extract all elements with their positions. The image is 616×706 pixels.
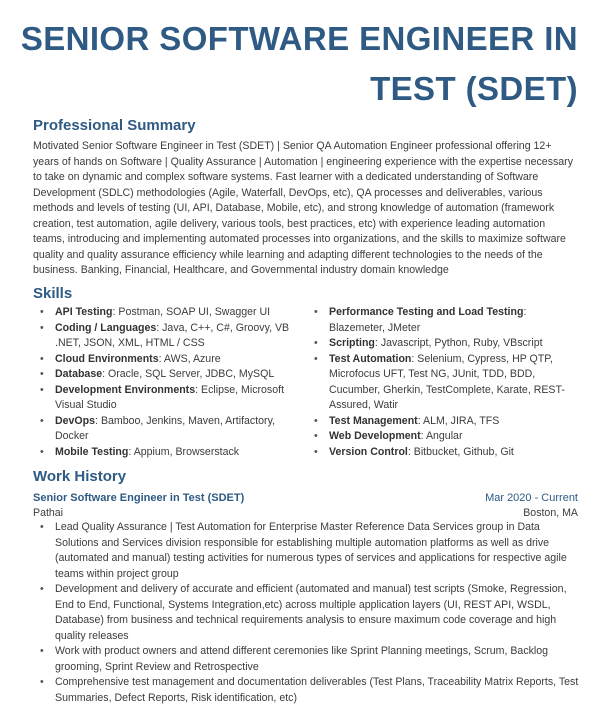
skill-name: Mobile Testing: [55, 445, 129, 458]
skill-value: Bamboo, Jenkins, Maven, Artifactory, Docker: [55, 414, 276, 442]
skills-heading: Skills: [33, 285, 73, 302]
skill-item: [33, 414, 303, 445]
company-name: Pathai: [33, 507, 64, 519]
skill-separator: :: [407, 445, 414, 458]
skill-name: Cloud Environments: [55, 352, 159, 365]
skills-list-right: [307, 305, 582, 460]
skill-value: Selenium, Cypress, HP QTP, Microfocus UFT, Test NG, JUnit, TDD, BDD, Cucumber, Gherkin, TestComplete, Karate, REST-Assured, Watir: [329, 352, 565, 411]
skill-value: Postman, SOAP UI, Swagger UI: [118, 306, 271, 318]
skill-item: [33, 367, 303, 383]
skill-item: [307, 352, 582, 414]
skill-item: [33, 305, 303, 321]
skill-value: ALM, JIRA, TFS: [423, 414, 500, 427]
skill-item: [307, 445, 582, 461]
work-history-heading: Work History: [33, 468, 127, 485]
skill-item: [33, 352, 303, 368]
duty-item: • Comprehensive test management and documentation deliverables (Test Plans, Traceability Matrix Reports, Test Summaries, Defect Reports, Risk identification, etc): [33, 675, 579, 706]
job-dates: Mar 2020 - Current: [485, 492, 578, 504]
job-title: Senior Software Engineer in Test (SDET): [33, 492, 245, 504]
skill-item: [307, 336, 582, 352]
skill-value: Java, C++, C#, Groovy, VB .NET, JSON, XML, HTML / CSS: [55, 321, 290, 349]
duty-item: • Work with product owners and attend different ceremonies like Sprint Planning meetings, Scrum, Backlog grooming, Sprint Review and Retrospective: [33, 644, 579, 675]
duty-item: • Development and delivery of accurate and efficient (automated and manual) test scripts (Smoke, Regression, End to End, Functional, Systems Integration,etc) across multiple application layers (UI, REST API, WSDL, Database) from business and technical requirements analysis to ensure maximum code coverage and high quality releases: [33, 582, 579, 644]
skill-value: Eclipse, Microsoft Visual Studio: [55, 383, 285, 411]
skill-item: [307, 414, 582, 430]
skill-name: DevOps: [55, 414, 96, 427]
skill-separator: :: [112, 306, 119, 318]
skill-separator: :: [128, 445, 134, 458]
professional-summary-heading: Professional Summary: [33, 117, 196, 134]
job-location: Boston, MA: [523, 507, 578, 519]
skill-value: Angular: [425, 430, 463, 442]
skill-name: Test Automation: [329, 352, 412, 365]
skill-value: Appium, Browserstack: [133, 445, 240, 458]
skill-separator: :: [158, 352, 164, 365]
skill-name: Scripting: [329, 337, 375, 349]
skill-separator: :: [523, 306, 527, 318]
skill-name: Coding / Languages: [55, 321, 157, 334]
skill-item: [33, 445, 303, 461]
skill-item: [33, 321, 303, 352]
skill-value: Oracle, SQL Server, JDBC, MySQL: [108, 368, 275, 380]
skill-name: Test Management: [329, 414, 418, 427]
skill-item: [307, 305, 582, 336]
skill-separator: :: [374, 337, 381, 349]
skill-name: Database: [55, 368, 103, 380]
skill-name: Web Development: [329, 430, 421, 442]
skill-item: [33, 383, 303, 414]
skill-separator: :: [195, 383, 201, 396]
skill-name: Performance Testing and Load Testing: [329, 306, 524, 318]
skill-name: API Testing: [55, 306, 113, 318]
duty-item: • Lead Quality Assurance | Test Automation for Enterprise Master Reference Data Services group in Data Solutions and Services division responsible for establishing multiple automation platforms as well as drive (automated and manual) testing activities for numerous types of services and applications for respective agile teams within project group: [33, 520, 579, 582]
skill-separator: :: [102, 368, 108, 380]
skill-name: Development Environments: [55, 383, 196, 396]
job-duties-list: [33, 520, 579, 706]
skill-item: [307, 429, 582, 445]
professional-summary-text: Motivated Senior Software Engineer in Test (SDET) | Senior QA Automation Engineer professional offering 12+ years of hands on Software | Quality Assurance | Automation | engineering experience with the expertise necessary to take on dynamic and complex software systems. Fast learner with a dedicated understanding of Software Development (SDLC) methodologies (Agile, Waterfall, DevOps, etc), QA processes and deliverables, various methods and levels of testing (UI, API, Database, Mobile, etc), and strong knowledge of automation (framework creation, test automation, agile delivery, various tools, best practices, etc) with experience leading automation teams, introducing and implementing automated processes into organizations, and the skills to maximize software quality and quality assurance efficiency while learning and adapting different technologies to the needs of the business. Banking, Financial, Healthcare, and Governmental industry domain knowledge: [33, 140, 574, 276]
skill-separator: :: [156, 321, 163, 334]
skill-value: Blazemeter, JMeter: [329, 321, 421, 334]
skill-name: Version Control: [329, 445, 408, 458]
skills-list-left: [33, 305, 303, 460]
skill-value: Javascript, Python, Ruby, VBscript: [380, 337, 543, 349]
skill-separator: :: [420, 430, 426, 442]
skill-separator: :: [411, 352, 418, 365]
skill-separator: :: [417, 414, 424, 427]
skill-value: AWS, Azure: [163, 352, 221, 365]
skill-separator: :: [95, 414, 101, 427]
skill-value: Bitbucket, Github, Git: [413, 445, 514, 458]
resume-title: SENIOR SOFTWARE ENGINEER IN TEST (SDET): [20, 20, 578, 107]
